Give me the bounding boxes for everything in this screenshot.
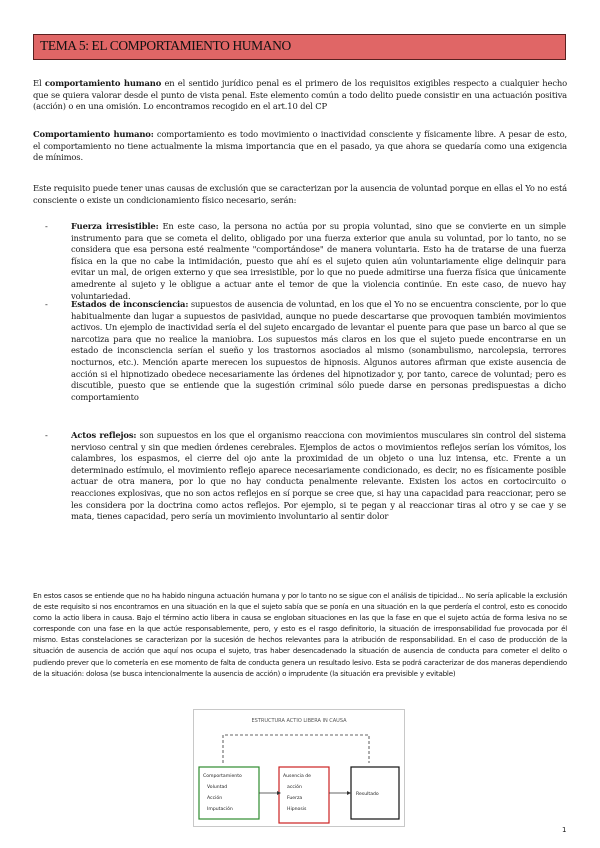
item-text: son supuestos en los que el organismo reacciona con movimientos musculares sin control del sistema nervioso central y sin que medien órdenes cerebrales. Ejemplos de actos o movimientos reflejos serían los vómitos, los calambres, los espasmos, el cierre del ojo ante la proximidad de un objeto o una luz intensa, etc. Frente a un determinado estímulo, el movimiento reflejo aparece necesariamente condicionado, es decir, no es físicamente posible actuar de otra manera, por lo que no hay conducta penalmente relevante. Existen los actos en cortocircuito o reacciones explosivas, que no son actos reflejos en sí porque se cree que, si hay una capacidad para reaccionar, pero se les considera por la doctrina como actos reflejos. Por ejemplo, si te pegan y al reaccionar tiras al otro y se cae y se mata, tienes capacidad, pero sería un movimiento involuntario al sentir dolor (71, 430, 567, 522)
box3-label: Resultado (356, 792, 379, 797)
box1-line: Voluntad (207, 785, 228, 790)
closing-paragraph: En estos casos se entiende que no ha habido ninguna actuación humana y por lo tanto no se sigue con el análisis de tipicidad... No sería aplicable la exclusión de este requisito si nos encontramos en una situación en la que el sujeto sabía que se ponía en una situación en la que perdería el control, esto es conocido como la actio libera in causa. Bajo el término actio libera in causa se engloban situaciones en las que la fase en que el sujeto actúa de forma lesiva no se corresponde con una fase en la que actúe responsablemente, pero, y esto es el rasgo definitorio, la situación de irresponsabilidad fue provocada por él mismo. Estas constelaciones se caracterizan por la sucesión de hechos relevantes para la atribución de responsabilidad. En el caso de producción de la situación de ausencia de acción que aquí nos ocupa el sujeto, tras haber desencadenado la situación de ausencia de conducta para cometer el delito o pudiendo prever que lo cometería en ese momento de falta de conducta genera un resultado lesivo. Esta se podrá caracterizar de dos maneras dependiendo de la situación: dolosa (se busca intencionalmente la ausencia de acción) o imprudente (la situación era previsible y evitable) (33, 591, 567, 678)
page-title: TEMA 5: EL COMPORTAMIENTO HUMANO (40, 38, 291, 53)
box1-line: Comportamiento (203, 774, 242, 779)
item-text: En este caso, la persona no actúa por su propia voluntad, sino que se convierte en un simple instrumento para que se cometa el delito, obligado por una fuerza exterior que anula su voluntad, por lo tanto, no se considera que esa persona esté realmente "comportándose" de manera voluntaria. Esto ha de tratarse de una fuerza física en la que no cabe la intimidación, puesto que ahí es el sujeto quien aún voluntariamente elige delinquir para evitar un mal, de origen externo y que sea irresistible, por lo que no puede admitirse una fuerza física que únicamente amedrente al sujeto y le obligue a actuar ante el temor de que la violencia continúe. En este caso, de nuevo hay voluntariedad. (71, 221, 566, 301)
dash-bullet-icon: - (45, 430, 48, 440)
intro-post: en el sentido jurídico penal es el primero de los requisitos exigibles respecto a cualquier hecho que se quiera valorar desde el punto de vista penal. Este elemento común a todo delito puede consistir en una actuación positiva (acción) o en una omisión. Lo encontramos recogido en el art.10 del CP (33, 78, 567, 112)
requirement-paragraph: Este requisito puede tener unas causas de exclusión que se caracterizan por la ausencia de voluntad porque en ellas el Yo no está consciente o existe un condicionamiento físico necesario, serán: (33, 183, 567, 205)
list-item (45, 299, 567, 403)
box2-line: Ausencia de (283, 774, 312, 779)
diagram-title: ESTRUCTURA ACTIO LIBERA IN CAUSA (251, 718, 347, 724)
box1-line: Acción (207, 796, 223, 801)
dash-bullet-icon: - (45, 221, 48, 231)
definition-paragraph (33, 129, 567, 164)
box2-line: acción (287, 785, 302, 790)
item-term: Actos reflejos: (71, 430, 137, 440)
diagram-svg (193, 709, 405, 827)
box1-line: Imputación (207, 807, 233, 812)
intro-pre: El (33, 78, 45, 88)
definition-term: Comportamiento humano: (33, 129, 154, 139)
item-text: supuestos de ausencia de voluntad, en los que el Yo no se encuentra consciente, por lo que habitualmente dan lugar a supuestos de pasividad, aunque no puede descartarse que provoquen también movimientos activos. Un ejemplo de inactividad sería el del sujeto encargado de levantar el puente para que pase un barco al que se narcotiza para que no realice la maniobra. Los supuestos más claros en los que el sujeto puede encontrarse en un estado de inconsciencia serían el sueño y los trastornos asociados al mismo (sonambulismo, narcolepsia, terrores nocturnos, etc.). Mención aparte merecen los supuestos de hipnosis. Algunos autores afirman que existe ausencia de acción si el hipnotizado obedece necesariamente las órdenes del hipnotizador y, por tanto, carece de voluntad; pero es discutible, puesto que se entiende que la sugestión criminal sólo puede darse en personas predispuestas a dicho comportamiento (71, 299, 567, 402)
page-number: 1 (562, 826, 567, 834)
title-bar (33, 34, 566, 60)
intro-paragraph (33, 78, 567, 113)
dash-bullet-icon: - (45, 299, 48, 309)
definition-text: comportamiento es todo movimiento o inactividad consciente y físicamente libre. A pesar de esto, el comportamiento no tiene actualmente la misma importancia que en el pasado, ya que ahora se quedaría como una exigencia de mínimos. (33, 129, 568, 163)
item-term: Fuerza irresistible: (71, 221, 159, 231)
box2-line: Hipnosis (287, 807, 307, 812)
list-item (45, 430, 567, 523)
actio-libera-diagram (193, 709, 405, 827)
list-item (45, 221, 566, 302)
box2-line: Fuerza (287, 796, 303, 801)
item-term: Estados de inconsciencia: (71, 299, 189, 309)
intro-bold: comportamiento humano (44, 78, 162, 88)
